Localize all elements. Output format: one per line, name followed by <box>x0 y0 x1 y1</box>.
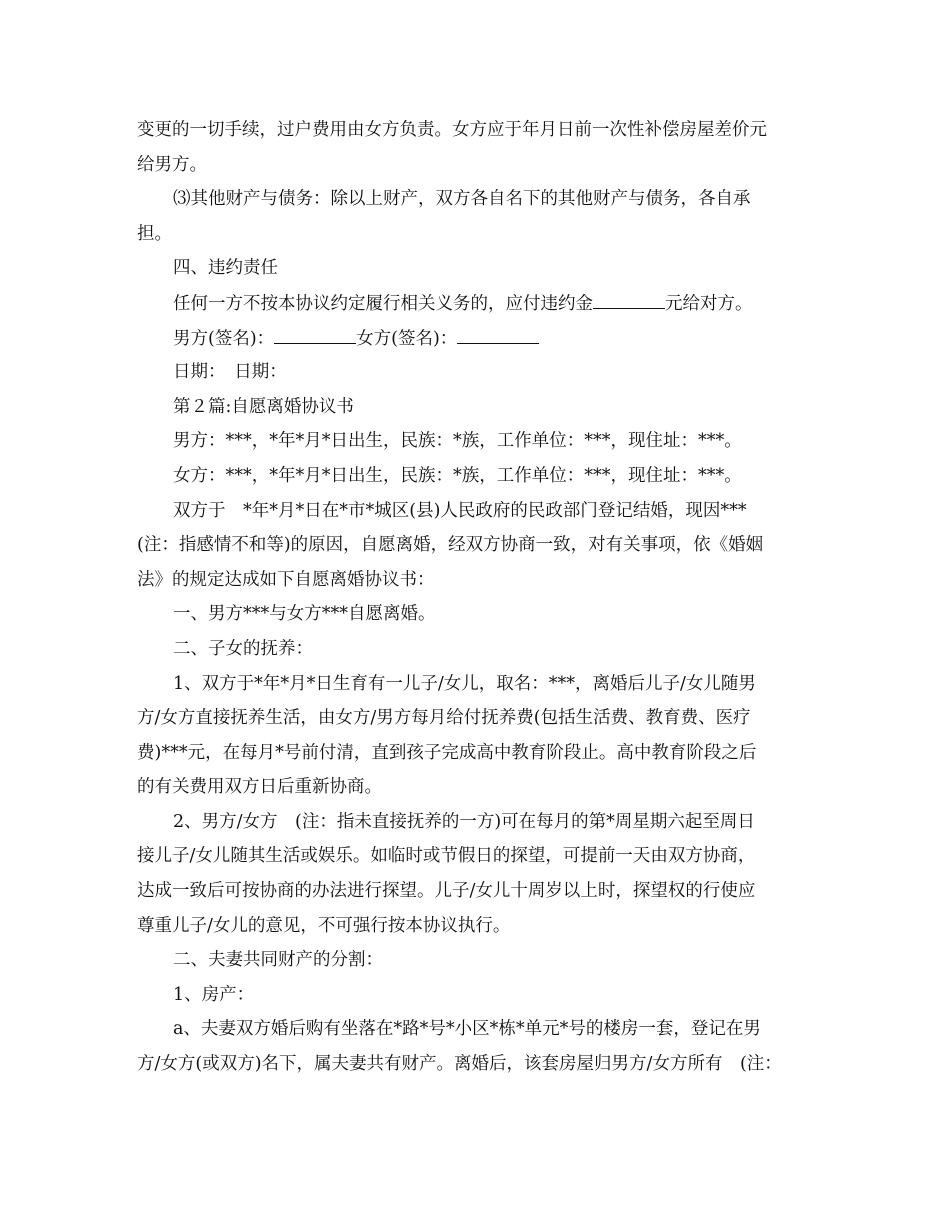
male-signature-blank <box>274 321 356 344</box>
female-signature-blank <box>457 321 539 344</box>
paragraph-line: (注：指感情不和等)的原因，自愿离婚，经双方协商一致，对有关事项，依《婚姻 <box>137 535 764 556</box>
section-heading: 二、子女的抚养： <box>173 638 313 659</box>
section-heading: 四、违约责任 <box>173 258 278 279</box>
paragraph-line: 担。 <box>137 223 172 244</box>
paragraph-line: 方/女方(或双方)名下，属夫妻共有财产。离婚后，该套房屋归男方/女方所有 (注： <box>137 1054 782 1075</box>
party-male-line: 男方：***，*年*月*日出生，民族：*族，工作单位：***，现住址：***。 <box>173 431 742 452</box>
paragraph-line: ⑶其他财产与债务：除以上财产，双方各自名下的其他财产与债务，各自承 <box>173 189 751 210</box>
section-heading: 二、夫妻共同财产的分割： <box>173 950 383 971</box>
date-line: 日期： 日期： <box>173 362 287 383</box>
section-heading: 1、房产： <box>173 984 255 1005</box>
paragraph-line: 接儿子/女儿随其生活或娱乐。如临时或节假日的探望，可提前一天由双方协商， <box>137 846 756 867</box>
paragraph-line: 的有关费用双方日后重新协商。 <box>137 777 382 798</box>
penalty-text: 任何一方不按本协议约定履行相关义务的，应付违约金 <box>173 293 593 314</box>
paragraph-line: 变更的一切手续，过户费用由女方负责。女方应于年月日前一次性补偿房屋差价元 <box>137 120 767 140</box>
male-signature-label: 男方(签名)： <box>173 328 275 349</box>
paragraph-line: 1、双方于*年*月*日生育有一儿子/女儿，取名：***，离婚后儿子/女儿随男 <box>173 673 756 694</box>
paragraph-line: 方/女方直接抚养生活，由女方/男方每月给付抚养费(包括生活费、教育费、医疗 <box>137 708 751 729</box>
paragraph-line: 2、男方/女方 (注：指未直接抚养的一方)可在每月的第*周星期六起至周日 <box>173 811 755 832</box>
paragraph-line: 尊重儿子/女儿的意见，不可强行按本协议执行。 <box>137 915 511 936</box>
penalty-clause <box>137 286 827 321</box>
paragraph-line: 法》的规定达成如下自愿离婚协议书： <box>137 569 435 590</box>
party-female-line: 女方：***，*年*月*日出生，民族：*族，工作单位：***，现住址：***。 <box>173 465 742 486</box>
penalty-amount-blank <box>593 286 665 309</box>
paragraph-line: 双方于 *年*月*日在*市*城区(县)人民政府的民政部门登记结婚，现因*** <box>173 500 747 521</box>
signature-line <box>137 321 827 356</box>
document-title: 第２篇:自愿离婚协议书 <box>173 396 354 417</box>
paragraph-line: 费)***元，在每月*号前付清，直到孩子完成高中教育阶段止。高中教育阶段之后 <box>137 742 757 763</box>
penalty-text-end: 元给对方。 <box>665 293 753 314</box>
agreement-text <box>137 113 827 1082</box>
paragraph-line: 达成一致后可按协商的办法进行探望。儿子/女儿十周岁以上时，探望权的行使应 <box>137 881 756 902</box>
female-signature-label: 女方(签名)： <box>356 328 458 349</box>
section-heading: 一、男方***与女方***自愿离婚。 <box>173 604 436 625</box>
paragraph-line: a、夫妻双方婚后购有坐落在*路*号*小区*栋*单元*号的楼房一套，登记在男 <box>173 1019 761 1040</box>
paragraph-line: 给男方。 <box>137 154 207 175</box>
